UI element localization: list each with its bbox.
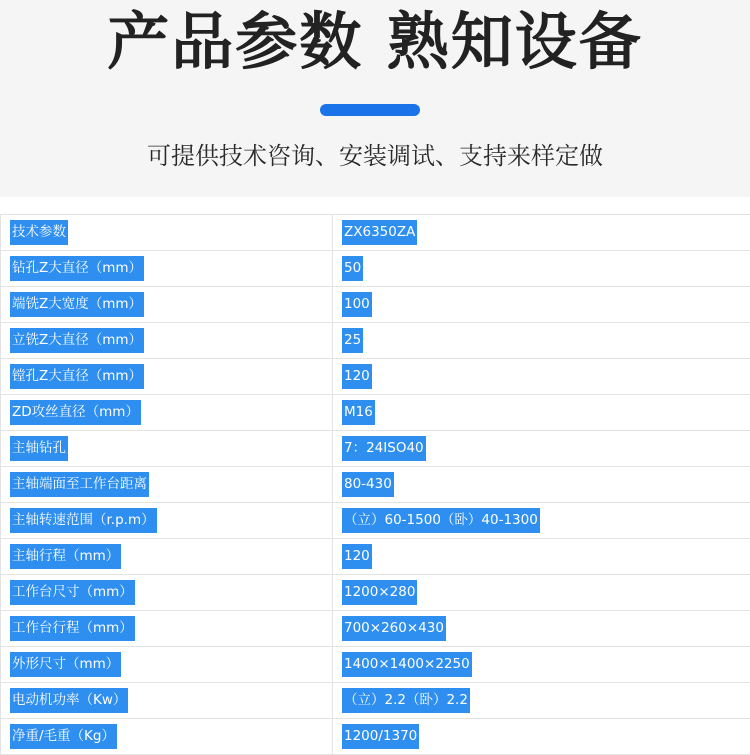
table-row [1, 503, 750, 539]
spec-label: 技术参数 [10, 220, 68, 245]
spec-value-cell [333, 215, 750, 251]
table-row [1, 359, 750, 395]
spec-label: 净重/毛重（Kg） [10, 724, 117, 749]
table-row [1, 647, 750, 683]
spec-value: 700×260×430 [342, 616, 446, 641]
table-row [1, 539, 750, 575]
table-row [1, 395, 750, 431]
spec-value: 1200/1370 [342, 724, 419, 749]
spec-label-cell [1, 647, 333, 683]
spec-value-cell [333, 719, 750, 755]
spec-label: 外形尺寸（mm） [10, 652, 121, 677]
spec-value-cell [333, 431, 750, 467]
spec-label-cell [1, 611, 333, 647]
spec-label: 镗孔Z大直径（mm） [10, 364, 144, 389]
table-row [1, 431, 750, 467]
spec-label: 电动机功率（Kw） [10, 688, 128, 713]
spec-label: 立铣Z大直径（mm） [10, 328, 144, 353]
table-row [1, 575, 750, 611]
spec-value: 120 [342, 544, 372, 569]
table-row [1, 251, 750, 287]
spec-label-cell [1, 467, 333, 503]
title-accent-bar [320, 104, 420, 116]
page-title: 产品参数 熟知设备 [0, 6, 750, 78]
spec-label: 钻孔Z大直径（mm） [10, 256, 144, 281]
table-row [1, 719, 750, 755]
spec-value-cell [333, 467, 750, 503]
spec-label-cell [1, 359, 333, 395]
spec-label-cell [1, 503, 333, 539]
spec-value-cell [333, 251, 750, 287]
spec-value-cell [333, 287, 750, 323]
spec-value-cell [333, 611, 750, 647]
spec-value: 1200×280 [342, 580, 417, 605]
spec-value-cell [333, 575, 750, 611]
table-row [1, 287, 750, 323]
spec-value-cell [333, 323, 750, 359]
spec-label-cell [1, 287, 333, 323]
table-row [1, 467, 750, 503]
spec-label: ZD攻丝直径（mm） [10, 400, 141, 425]
spec-value: 100 [342, 292, 372, 317]
table-row [1, 611, 750, 647]
spec-value-cell [333, 539, 750, 575]
spec-label: 主轴端面至工作台距离 [10, 472, 149, 497]
spec-value: 1400×1400×2250 [342, 652, 472, 677]
spec-value: （立）60-1500（卧）40-1300 [342, 508, 540, 533]
spec-label-cell [1, 251, 333, 287]
spec-value-cell [333, 395, 750, 431]
spec-label-cell [1, 395, 333, 431]
spec-label-cell [1, 719, 333, 755]
spec-value: 25 [342, 328, 363, 353]
spec-label: 主轴行程（mm） [10, 544, 121, 569]
spec-label: 工作台尺寸（mm） [10, 580, 135, 605]
spec-label: 端铣Z大宽度（mm） [10, 292, 144, 317]
spec-value: 7：24ISO40 [342, 436, 426, 461]
spec-value-cell [333, 683, 750, 719]
spec-value-cell [333, 359, 750, 395]
spec-label-cell [1, 323, 333, 359]
table-row [1, 683, 750, 719]
spec-value: M16 [342, 400, 375, 425]
spec-label-cell [1, 683, 333, 719]
spec-value-cell [333, 647, 750, 683]
spec-label: 主轴转速范围（r.p.m） [10, 508, 157, 533]
spec-label: 主轴钻孔 [10, 436, 68, 461]
spec-label-cell [1, 539, 333, 575]
spec-value: （立）2.2（卧）2.2 [342, 688, 470, 713]
spec-value-cell [333, 503, 750, 539]
spec-value: 50 [342, 256, 363, 281]
spec-label-cell [1, 431, 333, 467]
spec-label: 工作台行程（mm） [10, 616, 135, 641]
spec-label-cell [1, 215, 333, 251]
page-header [0, 0, 750, 197]
spec-value: 120 [342, 364, 372, 389]
page-subtitle: 可提供技术咨询、安装调试、支持来样定做 [0, 140, 750, 172]
table-row [1, 215, 750, 251]
spec-value: ZX6350ZA [342, 220, 417, 245]
spec-table [0, 214, 750, 755]
spec-value: 80-430 [342, 472, 394, 497]
spec-label-cell [1, 575, 333, 611]
table-row [1, 323, 750, 359]
